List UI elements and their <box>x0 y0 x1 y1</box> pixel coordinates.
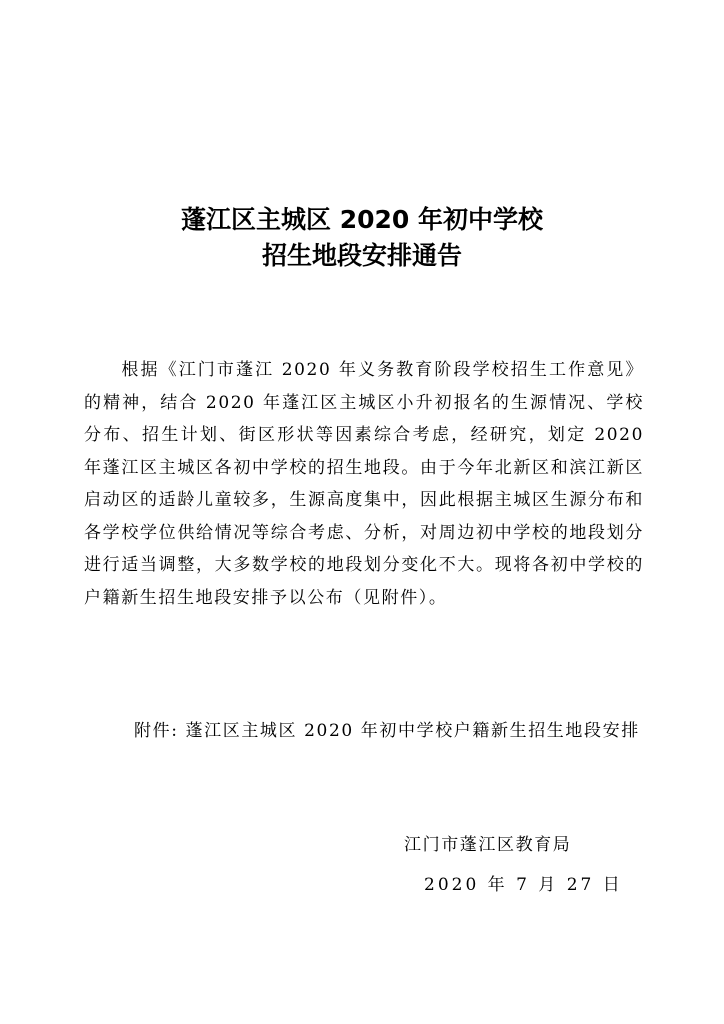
signature-organization: 江门市蓬江区教育局 <box>404 835 572 855</box>
signature-date: 2020 年 7 月 27 日 <box>424 875 623 895</box>
attachment-note <box>84 715 644 748</box>
attachment-label: 附件: <box>134 721 179 741</box>
document-title-line-1: 蓬江区主城区 2020 年初中学校 <box>181 205 543 234</box>
document-title-line-2: 招生地段安排通告 <box>261 241 462 270</box>
body-paragraph: 根据《江门市蓬江 2020 年义务教育阶段学校招生工作意见》的精神，结合 2020 年蓬江区主城区小升初报名的生源情况、学校分布、招生计划、街区形状等因素综合考虑，经研究，划定 2020 年蓬江区主城区各初中学校的招生地段。由于今年北新区和滨江新区启动区的适龄儿童较多，生源高度集中，因此根据主城区生源分布和各学校学位供给情况等综合考虑、分析，对周边初中学校的地段划分进行适当调整，大多数学校的地段划分变化不大。现将各初中学校的户籍新生招生地段安排予以公布（见附件）。 <box>84 360 644 608</box>
attachment-text: 蓬江区主城区 2020 年初中学校户籍新生招生地段安排 <box>178 721 640 741</box>
